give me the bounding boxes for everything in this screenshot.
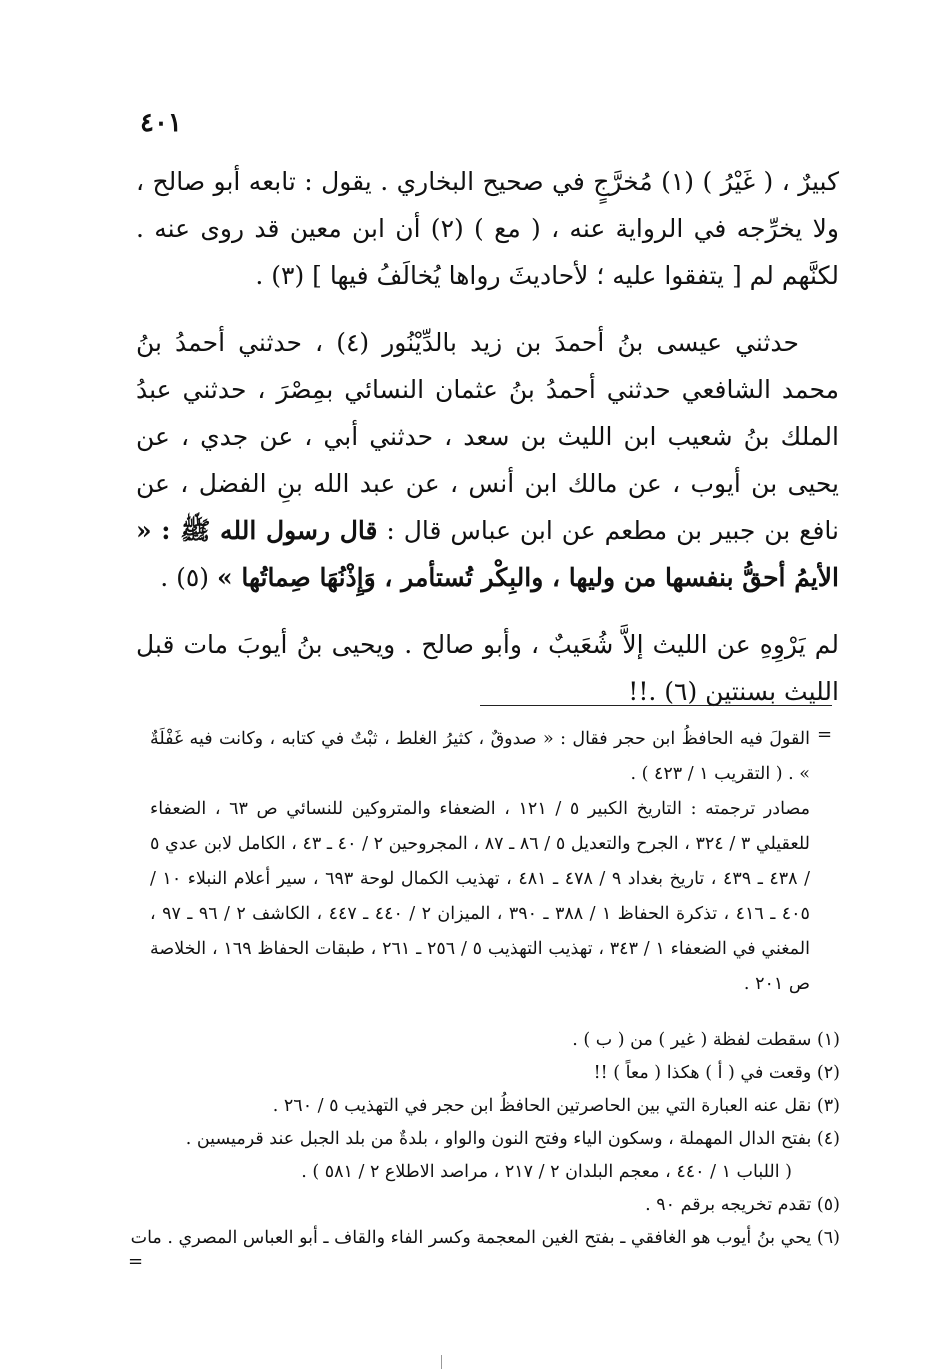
footnote-5: (٥) تقدم تخريجه برقم ٩٠ . bbox=[645, 1195, 840, 1215]
continuation-mark: = bbox=[817, 724, 833, 745]
footnote-6: (٦) يحي بنُ أيوب هو الغافقي ـ بفتح الغين المعجمة وكسر الفاء والقاف ـ أبو العباس المصري . مات bbox=[130, 1228, 840, 1248]
paragraph-2 bbox=[136, 319, 839, 601]
page-edge-mark bbox=[441, 1355, 442, 1369]
hadith-matn: قال رسول الله ﷺ : « الأيمُ أحقُّ بنفسها من وليها ، والبِكْر تُستأمر ، وَإِذْنُهَا صِماتُها » bbox=[136, 516, 839, 592]
footnote-ref-5: (٥) . bbox=[160, 563, 210, 592]
main-text bbox=[136, 158, 839, 735]
footnote-continuation-1: القولَ فيه الحافظُ ابن حجر فقال : « صدوقٌ ، كثيرُ الغلط ، ثبْتٌ في كتابه ، وكانت فيه غَفْلَةٌ » . ( التقريب ١ / ٤٢٣ ) . bbox=[150, 729, 810, 784]
footnote-3: (٣) نقل عنه العبارة التي بين الحاصرتين الحافظُ ابن حجر في التهذيب ٥ / ٢٦٠ . bbox=[272, 1096, 840, 1116]
footnote-4: (٤) بفتح الدال المهملة ، وسكون الياء وفتح النون والواو ، بلدةٌ من بلد الجبل عند قرميسين . bbox=[185, 1129, 840, 1149]
footnote-4-sources: ( اللباب ١ / ٤٤٠ ، معجم البلدان ٢ / ٢١٧ ، مراصد الاطلاع ٢ / ٥٨١ ) . bbox=[301, 1162, 792, 1182]
page-number: ٤٠١ bbox=[140, 108, 182, 138]
footnote-separator bbox=[480, 705, 832, 706]
footnotes-list bbox=[130, 1024, 840, 1255]
footnote-1: (١) سقطت لفظة ( غير ) من ( ب ) . bbox=[572, 1030, 840, 1050]
continuation-end-mark: = bbox=[128, 1251, 144, 1272]
footnote-sources: مصادر ترجمته : التاريخ الكبير ٥ / ١٢١ ، الضعفاء والمتروكين للنسائي ص ٦٣ ، الضعفاء للعقيلي ٣ / ٣٢٤ ، الجرح والتعديل ٥ / ٨٦ ـ ٨٧ ، المجروحين ٢ / ٤٠ ـ ٤٣ ، الكامل لابن عدي ٥ / ٤٣٨ ـ ٤٣٩ ، تاريخ بغداد ٩ / ٤٧٨ ـ ٤٨١ ، تهذيب الكمال لوحة ٦٩٣ ، سير أعلام النبلاء ١٠ / ٤٠٥ ـ ٤١٦ ، تذكرة الحفاظ ١ / ٣٨٨ ـ ٣٩٠ ، الميزان ٢ / ٤٤٠ ـ ٤٤٧ ، الكاشف ٢ / ٩٦ ـ ٩٧ ، المغني في الضعفاء ١ / ٣٤٣ ، تهذيب التهذيب ٥ / ٢٥٦ ـ ٢٦١ ، طبقات الحفاظ ١٦٩ ، الخلاصة ص ٢٠١ . bbox=[150, 799, 810, 994]
paragraph-1: كبيرٌ ، ( غَيْرُ ) (١) مُخرَّجٍ في صحيح البخاري . يقول : تابعه أبو صالح ، ولا يخرِّجه في الرواية عنه ، ( مع ) (٢) أن ابن معين قد روى عنه . لكنَّهم لم [ يتفقوا عليه ؛ لأحاديثَ رواها يُخالَفُ فيها ] (٣) . bbox=[136, 167, 839, 290]
hadith-isnad: حدثني عيسى بنُ أحمدَ بن زيد بالدِّيْنُور (٤) ، حدثني أحمدُ بنُ محمد الشافعي حدثني أحمدُ بنُ عثمان النسائي بمِصْرَ ، حدثني عبدُ الملك بنُ شعيب ابن الليث بن سعد ، حدثني أبي ، عن جدي ، عن يحيى بن أيوب ، عن مالك ابن أنس ، عن عبد الله بنِ الفضل ، عن نافع بن جبير بن مطعم عن ابن عباس قال : bbox=[136, 328, 839, 545]
footnote-2: (٢) وقعت في ( أ ) هكذا ( معاً ) !! bbox=[593, 1063, 840, 1083]
paragraph-3: لم يَرْوِهِ عن الليث إلاَّ شُعَيبٌ ، وأبو صالح . ويحيى بنُ أيوبَ مات قبل الليث بسنتين (٦) .!! bbox=[136, 630, 839, 706]
footnote-continuation bbox=[150, 722, 810, 1002]
